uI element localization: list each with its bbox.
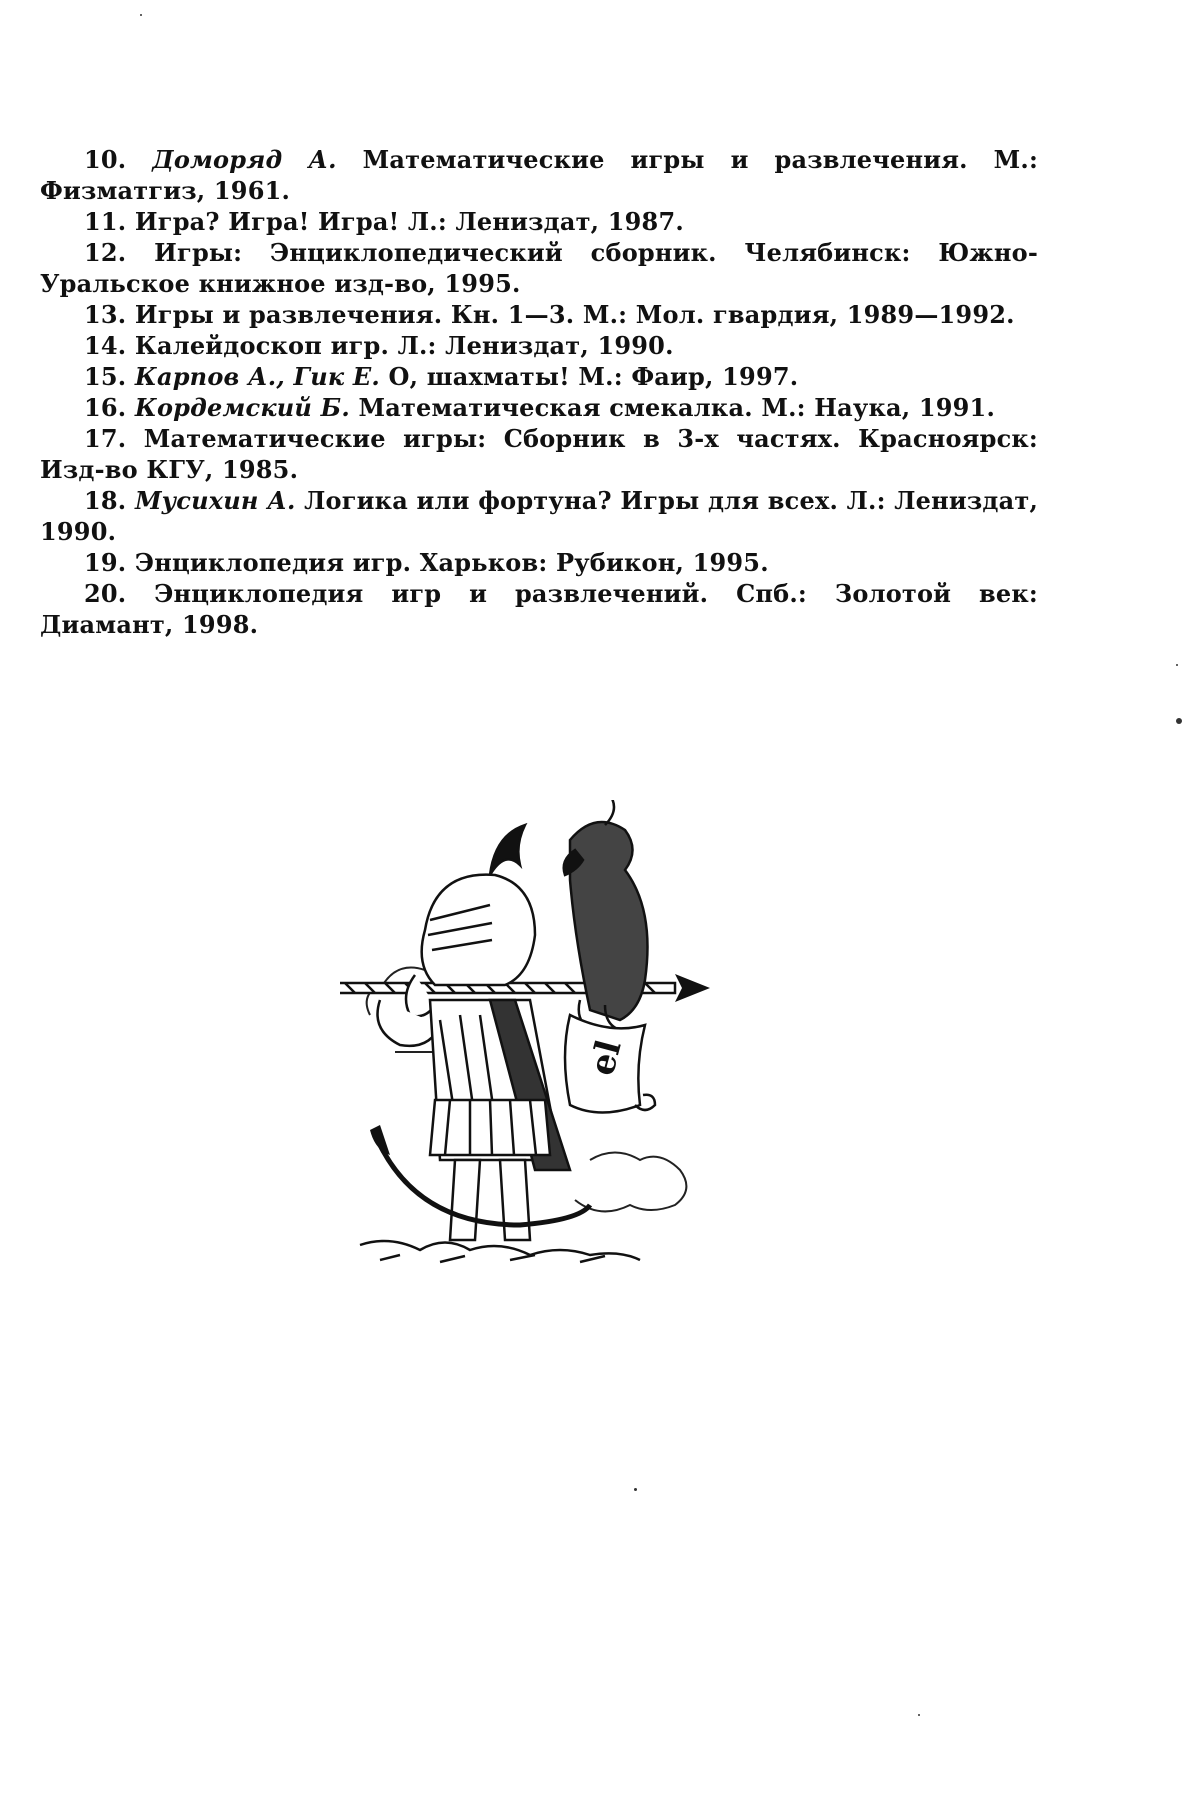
parrot-icon bbox=[564, 800, 648, 1030]
reference-text: Математические игры и развлечения. М.: Физматгиз, 1961. bbox=[40, 145, 1039, 205]
reference-text: Игра? Игра! Игра! Л.: Лениздат, 1987. bbox=[134, 207, 684, 236]
reference-number: 15. bbox=[84, 362, 127, 391]
reference-number: 20. bbox=[84, 579, 127, 608]
banner-scroll bbox=[565, 1015, 655, 1113]
knight-figure bbox=[378, 825, 571, 1240]
reference-item bbox=[40, 206, 1038, 237]
reference-list bbox=[40, 144, 1038, 640]
reference-number: 17. bbox=[84, 424, 127, 453]
reference-text: Энциклопедия игр и развлечений. Спб.: Золотой век: Диамант, 1998. bbox=[40, 579, 1038, 639]
reference-number: 14. bbox=[84, 331, 127, 360]
reference-number: 10. bbox=[84, 145, 127, 174]
reference-item bbox=[40, 330, 1038, 361]
knight-with-parrot-illustration bbox=[340, 800, 740, 1280]
reference-author: Доморяд А. bbox=[152, 145, 337, 174]
ground-tufts bbox=[360, 1241, 640, 1262]
reference-text: Игры и развлечения. Кн. 1—3. М.: Мол. гвардия, 1989—1992. bbox=[134, 300, 1015, 329]
reference-text: Логика или фортуна? Игры для всех. Л.: Лениздат, 1990. bbox=[40, 486, 1039, 546]
reference-text: Игры: Энциклопедический сборник. Челябинск: Южно-Уральское книжное изд-во, 1995. bbox=[40, 238, 1038, 298]
scan-speck bbox=[634, 1488, 637, 1491]
reference-number: 12. bbox=[84, 238, 127, 267]
reference-text: О, шахматы! М.: Фаир, 1997. bbox=[388, 362, 799, 391]
reference-text: Математическая смекалка. М.: Наука, 1991. bbox=[358, 393, 996, 422]
scan-speck bbox=[140, 14, 142, 16]
reference-number: 18. bbox=[84, 486, 127, 515]
reference-number: 13. bbox=[84, 300, 127, 329]
reference-author: Мусихин А. bbox=[134, 486, 296, 515]
spear-icon bbox=[340, 974, 710, 1002]
reference-author: Карпов А., Гик Е. bbox=[134, 362, 380, 391]
scan-speck bbox=[1176, 718, 1182, 724]
reference-item bbox=[40, 237, 1038, 299]
reference-number: 19. bbox=[84, 548, 127, 577]
reference-item bbox=[40, 547, 1038, 578]
reference-number: 11. bbox=[84, 207, 127, 236]
reference-text: Калейдоскоп игр. Л.: Лениздат, 1990. bbox=[134, 331, 674, 360]
banner-text: el bbox=[582, 1035, 630, 1080]
reference-text: Математические игры: Сборник в 3-х частях. Красноярск: Изд-во КГУ, 1985. bbox=[40, 424, 1038, 484]
reference-item bbox=[40, 144, 1038, 206]
scan-speck bbox=[918, 1714, 920, 1716]
scan-speck bbox=[1176, 664, 1178, 666]
reference-item bbox=[40, 578, 1038, 640]
reference-item bbox=[40, 392, 1038, 423]
reference-item bbox=[40, 361, 1038, 392]
reference-author: Кордемский Б. bbox=[134, 393, 350, 422]
reference-item bbox=[40, 299, 1038, 330]
reference-number: 16. bbox=[84, 393, 127, 422]
reference-item bbox=[40, 485, 1038, 547]
reference-item bbox=[40, 423, 1038, 485]
reference-text: Энциклопедия игр. Харьков: Рубикон, 1995. bbox=[134, 548, 769, 577]
